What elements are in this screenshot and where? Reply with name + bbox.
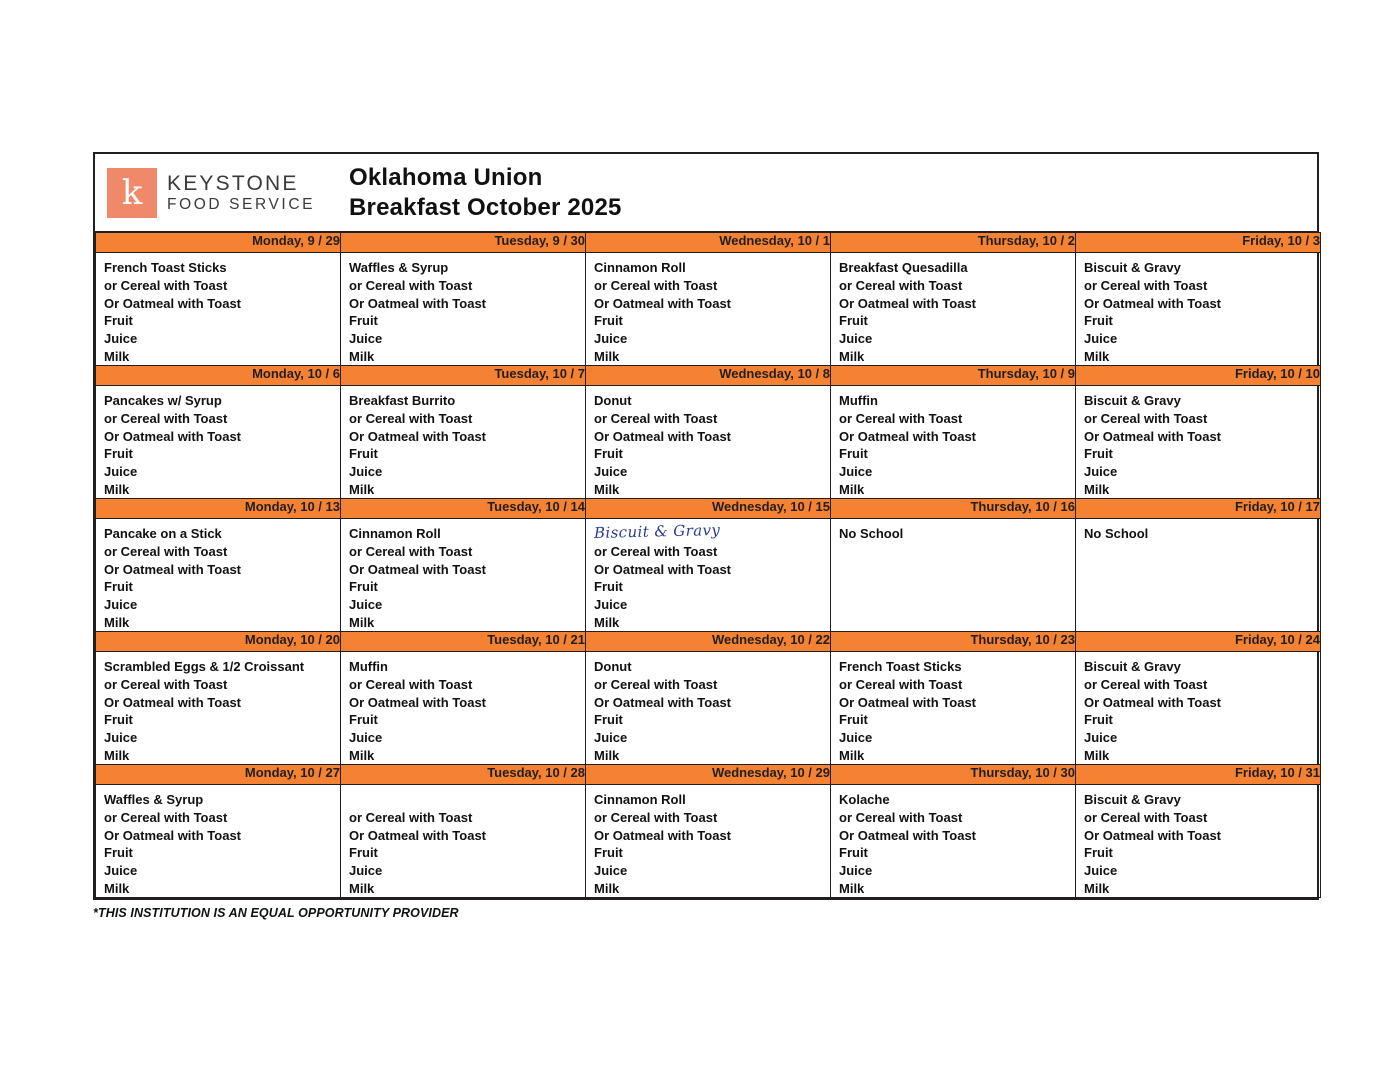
keystone-logo [95,168,335,218]
menu-item: No School [1084,526,1149,541]
menu-item: or Cereal with Toast [594,676,718,692]
menu-item: Or Oatmeal with Toast [839,428,977,444]
menu-item: Juice [1084,730,1118,746]
menu-item-list [586,519,830,631]
calendar-header-row [96,765,1321,785]
menu-item: Cinnamon Roll [594,792,686,807]
title-meal-month: Breakfast October 2025 [349,193,622,221]
menu-item: Fruit [839,313,868,329]
menu-cell [96,652,341,765]
menu-item: or Cereal with Toast [104,809,228,825]
page-title [335,163,622,222]
menu-item: Juice [839,464,873,480]
calendar-header-row [96,366,1321,386]
menu-item-list [341,519,585,631]
logo-wordmark [167,172,315,213]
menu-item: or Cereal with Toast [839,676,963,692]
menu-item: or Cereal with Toast [594,809,718,825]
menu-item: Milk [839,880,865,896]
menu-item: No School [839,526,904,541]
menu-item: Juice [1084,331,1118,347]
day-header: Thursday, 10 / 9 [831,366,1076,386]
menu-item: Fruit [349,712,378,728]
menu-item: Fruit [104,446,133,462]
menu-item: Or Oatmeal with Toast [1084,428,1222,444]
menu-item: French Toast Sticks [104,260,227,275]
menu-item: Milk [349,614,375,630]
menu-item: Milk [839,481,865,497]
menu-item: Biscuit & Gravy [1084,659,1181,674]
menu-item: Milk [1084,481,1110,497]
menu-item: Or Oatmeal with Toast [839,827,977,843]
menu-item: Or Oatmeal with Toast [349,295,487,311]
menu-item: or Cereal with Toast [104,277,228,293]
menu-item: Fruit [839,712,868,728]
menu-item: or Cereal with Toast [1084,410,1208,426]
menu-item: Juice [839,863,873,879]
menu-item: Juice [104,597,138,613]
menu-item: Milk [104,481,130,497]
day-header: Tuesday, 10 / 14 [341,499,586,519]
menu-cell [96,253,341,366]
menu-cell [586,386,831,499]
menu-item-list [831,519,1075,631]
menu-item: or Cereal with Toast [349,277,473,293]
menu-item: or Cereal with Toast [104,410,228,426]
menu-item: Or Oatmeal with Toast [349,694,487,710]
menu-item: Fruit [594,313,623,329]
menu-item: Donut [594,659,632,674]
menu-item: Fruit [839,845,868,861]
menu-item: Juice [839,730,873,746]
menu-item: or Cereal with Toast [1084,809,1208,825]
menu-item: or Cereal with Toast [839,410,963,426]
menu-item: Juice [1084,863,1118,879]
day-header: Friday, 10 / 3 [1076,233,1321,253]
day-header: Friday, 10 / 24 [1076,632,1321,652]
menu-cell [831,652,1076,765]
menu-item: or Cereal with Toast [1084,676,1208,692]
menu-item: Milk [594,614,620,630]
menu-item-list [341,652,585,764]
menu-item: Juice [349,597,383,613]
menu-item: Milk [594,348,620,364]
menu-item: Muffin [839,393,878,408]
menu-item: Or Oatmeal with Toast [104,561,242,577]
day-header: Wednesday, 10 / 1 [586,233,831,253]
menu-cell [96,386,341,499]
menu-item: Juice [594,331,628,347]
menu-cell [1076,652,1321,765]
menu-cell [341,652,586,765]
menu-item: or Cereal with Toast [594,277,718,293]
menu-item: Milk [349,880,375,896]
menu-item: Juice [349,331,383,347]
menu-sheet [93,152,1319,920]
menu-item: or Cereal with Toast [594,410,718,426]
menu-cell [341,785,586,898]
menu-item: Milk [594,747,620,763]
menu-item: Juice [104,331,138,347]
menu-item: Biscuit & Gravy [1084,393,1181,408]
menu-item: Cinnamon Roll [349,526,441,541]
menu-cell [96,519,341,632]
day-header: Wednesday, 10 / 15 [586,499,831,519]
menu-cell [831,253,1076,366]
menu-item: Juice [1084,464,1118,480]
menu-item: Milk [349,348,375,364]
logo-brand-line1: KEYSTONE [167,172,299,196]
menu-item: Fruit [839,446,868,462]
menu-item-list [831,253,1075,365]
day-header: Monday, 10 / 20 [96,632,341,652]
menu-item: Milk [1084,880,1110,896]
menu-item-list [586,785,830,897]
menu-item: Or Oatmeal with Toast [839,694,977,710]
menu-item: Juice [104,730,138,746]
menu-cell [586,785,831,898]
keystone-k-icon [107,168,157,218]
menu-item: Milk [349,481,375,497]
day-header: Friday, 10 / 31 [1076,765,1321,785]
menu-item-list [1076,386,1320,498]
day-header: Tuesday, 10 / 7 [341,366,586,386]
menu-item: Or Oatmeal with Toast [594,827,732,843]
menu-item-list [341,253,585,365]
menu-item-list [96,785,340,897]
menu-item: French Toast Sticks [839,659,962,674]
menu-calendar [95,232,1321,898]
menu-item: Breakfast Burrito [349,393,456,408]
day-header: Wednesday, 10 / 29 [586,765,831,785]
menu-item: Milk [594,880,620,896]
menu-item-list [341,386,585,498]
menu-item: Juice [104,464,138,480]
menu-item: Biscuit & Gravy [1084,792,1181,807]
menu-item: Or Oatmeal with Toast [349,561,487,577]
calendar-border [93,232,1319,900]
logo-brand-line2: FOOD SERVICE [167,195,316,213]
day-header: Thursday, 10 / 30 [831,765,1076,785]
menu-item: Juice [594,730,628,746]
menu-cell [341,253,586,366]
document-header [93,152,1319,232]
menu-cell [341,386,586,499]
menu-item [349,791,585,809]
menu-item: or Cereal with Toast [349,809,473,825]
logo-mark-letter: k [121,172,143,213]
menu-item-list [96,253,340,365]
menu-item: Juice [594,597,628,613]
menu-item: Muffin [349,659,388,674]
calendar-menu-row [96,253,1321,366]
menu-cell [586,652,831,765]
menu-item: Or Oatmeal with Toast [349,428,487,444]
menu-item: Fruit [349,579,378,595]
menu-item: or Cereal with Toast [594,543,718,559]
menu-item: or Cereal with Toast [1084,277,1208,293]
menu-item: Fruit [104,579,133,595]
menu-item: Juice [349,863,383,879]
menu-item-list [831,386,1075,498]
menu-item: Milk [594,481,620,497]
menu-item: Milk [1084,747,1110,763]
menu-item: Scrambled Eggs & 1/2 Croissant [104,659,305,674]
menu-item: Fruit [1084,313,1113,329]
menu-item-list [1076,652,1320,764]
menu-item-list [96,519,340,631]
menu-item: Fruit [594,845,623,861]
menu-item-list [586,386,830,498]
menu-item: Or Oatmeal with Toast [349,827,487,843]
menu-item: Or Oatmeal with Toast [104,827,242,843]
menu-item: Fruit [104,845,133,861]
menu-item: Fruit [594,712,623,728]
calendar-menu-row [96,519,1321,632]
calendar-header-row [96,233,1321,253]
menu-item-list [96,386,340,498]
menu-item: Or Oatmeal with Toast [1084,295,1222,311]
menu-item: Biscuit & Gravy [593,520,721,542]
calendar-menu-row [96,386,1321,499]
day-header: Tuesday, 10 / 21 [341,632,586,652]
day-header: Tuesday, 9 / 30 [341,233,586,253]
menu-item: Juice [839,331,873,347]
title-school: Oklahoma Union [349,164,543,192]
menu-item: Fruit [1084,446,1113,462]
menu-item: Milk [104,348,130,364]
menu-cell [1076,386,1321,499]
menu-item: Fruit [1084,845,1113,861]
menu-cell [1076,253,1321,366]
menu-cell [831,386,1076,499]
menu-item: Milk [104,614,130,630]
menu-cell [1076,519,1321,632]
menu-item: Or Oatmeal with Toast [594,561,732,577]
menu-item: or Cereal with Toast [839,809,963,825]
menu-cell [586,519,831,632]
menu-item: Or Oatmeal with Toast [104,428,242,444]
menu-item: Juice [594,464,628,480]
menu-item: Juice [594,863,628,879]
menu-item: or Cereal with Toast [839,277,963,293]
day-header: Tuesday, 10 / 28 [341,765,586,785]
menu-item: Fruit [104,313,133,329]
menu-item: Milk [1084,348,1110,364]
menu-item: Or Oatmeal with Toast [1084,827,1222,843]
menu-item: or Cereal with Toast [104,543,228,559]
menu-item: Fruit [594,579,623,595]
calendar-header-row [96,499,1321,519]
menu-item: Fruit [349,313,378,329]
calendar-menu-row [96,652,1321,765]
day-header: Monday, 9 / 29 [96,233,341,253]
menu-cell [96,785,341,898]
menu-item-list [1076,519,1320,631]
menu-item: Pancakes w/ Syrup [104,393,222,408]
menu-item: Milk [104,747,130,763]
menu-item-list [831,785,1075,897]
menu-item: Juice [104,863,138,879]
menu-item: Juice [349,464,383,480]
menu-item: Or Oatmeal with Toast [594,694,732,710]
day-header: Friday, 10 / 10 [1076,366,1321,386]
menu-item-list [586,253,830,365]
menu-item: Or Oatmeal with Toast [104,295,242,311]
calendar-header-row [96,632,1321,652]
day-header: Thursday, 10 / 2 [831,233,1076,253]
menu-cell [341,519,586,632]
menu-item: Fruit [349,845,378,861]
menu-item: Milk [839,747,865,763]
day-header: Friday, 10 / 17 [1076,499,1321,519]
menu-item: Waffles & Syrup [349,260,449,275]
menu-item: or Cereal with Toast [349,676,473,692]
menu-item: Milk [104,880,130,896]
equal-opportunity-footnote: *THIS INSTITUTION IS AN EQUAL OPPORTUNITY PROVIDER [93,906,459,920]
menu-item: Waffles & Syrup [104,792,204,807]
day-header: Wednesday, 10 / 8 [586,366,831,386]
menu-item: Fruit [1084,712,1113,728]
menu-item: Or Oatmeal with Toast [104,694,242,710]
menu-item: Breakfast Quesadilla [839,260,968,275]
menu-item-list [586,652,830,764]
day-header: Monday, 10 / 27 [96,765,341,785]
menu-cell [1076,785,1321,898]
day-header: Wednesday, 10 / 22 [586,632,831,652]
menu-item: Or Oatmeal with Toast [594,295,732,311]
menu-item: or Cereal with Toast [349,410,473,426]
menu-item: Pancake on a Stick [104,526,222,541]
menu-item: Donut [594,393,632,408]
menu-item: Fruit [349,446,378,462]
menu-item-list [341,785,585,897]
menu-item: Fruit [594,446,623,462]
menu-item: Juice [349,730,383,746]
menu-item: Or Oatmeal with Toast [839,295,977,311]
day-header: Thursday, 10 / 16 [831,499,1076,519]
menu-item: Cinnamon Roll [594,260,686,275]
menu-item: Or Oatmeal with Toast [594,428,732,444]
menu-cell [831,519,1076,632]
day-header: Thursday, 10 / 23 [831,632,1076,652]
menu-item: or Cereal with Toast [349,543,473,559]
menu-item: Kolache [839,792,890,807]
menu-cell [831,785,1076,898]
menu-item: or Cereal with Toast [104,676,228,692]
menu-cell [586,253,831,366]
menu-item-list [831,652,1075,764]
menu-item-list [96,652,340,764]
day-header: Monday, 10 / 13 [96,499,341,519]
menu-item-list [1076,785,1320,897]
menu-item: Milk [349,747,375,763]
menu-item: Fruit [104,712,133,728]
calendar-menu-row [96,785,1321,898]
menu-item: Or Oatmeal with Toast [1084,694,1222,710]
menu-item-list [1076,253,1320,365]
menu-item: Milk [839,348,865,364]
day-header: Monday, 10 / 6 [96,366,341,386]
menu-item: Biscuit & Gravy [1084,260,1181,275]
